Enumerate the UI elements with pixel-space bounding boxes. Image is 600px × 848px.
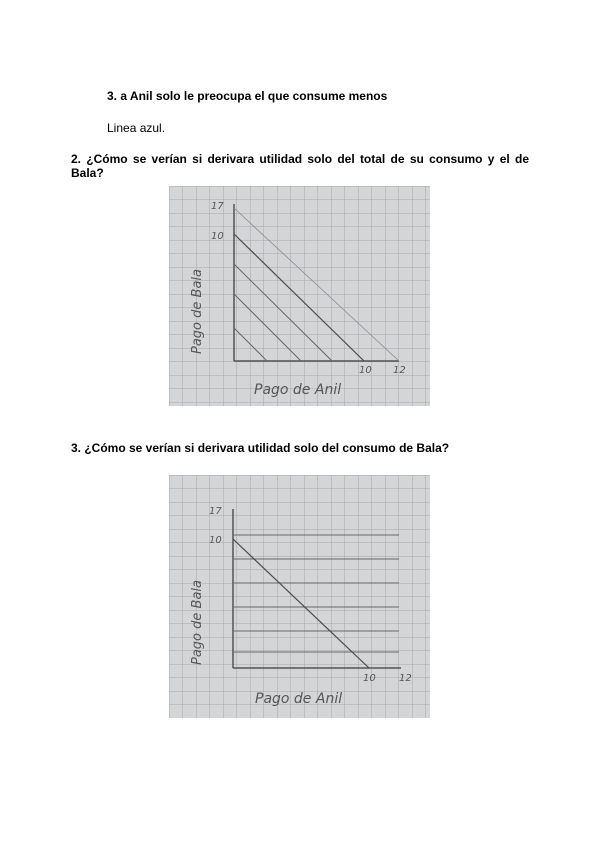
question-3: 3. ¿Cómo se verían si derivara utilidad solo del consumo de Bala? xyxy=(71,441,450,455)
question-2: 2. ¿Cómo se verían si derivara utilidad solo del total de su consumo y el de Bala? xyxy=(71,152,529,180)
graph-photo-bala-only xyxy=(169,475,430,718)
x-axis-label: Pago de Anil xyxy=(255,691,343,707)
item-3a-heading: 3. a Anil solo le preocupa el que consume menos xyxy=(107,89,388,103)
y-axis-label: Pago de Bala xyxy=(190,269,205,354)
x-tick-10: 10 xyxy=(359,365,372,376)
x-axis-label: Pago de Anil xyxy=(254,382,342,398)
y-tick-17: 17 xyxy=(211,201,224,212)
answer-text: Linea azul. xyxy=(107,121,166,135)
x-tick-10: 10 xyxy=(363,673,376,684)
x-tick-12: 12 xyxy=(399,673,412,684)
graph-1-svg xyxy=(169,186,430,406)
graph-2-svg xyxy=(169,475,430,718)
y-tick-10: 10 xyxy=(209,535,222,546)
graph-photo-total-consumption xyxy=(169,186,430,406)
y-tick-17: 17 xyxy=(209,506,222,517)
graph-paper-grid xyxy=(169,186,430,406)
y-tick-10: 10 xyxy=(211,231,224,242)
y-axis-label: Pago de Bala xyxy=(190,580,205,665)
x-tick-12: 12 xyxy=(393,365,406,376)
